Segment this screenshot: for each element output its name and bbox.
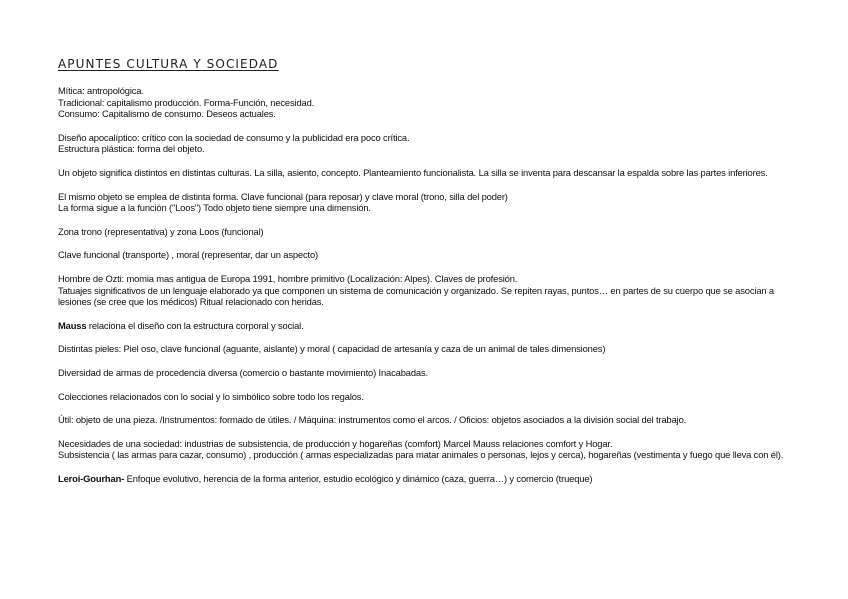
paragraph-skins [58,343,793,355]
paragraph-definitions [58,85,793,120]
paragraph-mauss [58,320,793,332]
text-line: Colecciones relacionados con lo social y lo simbólico sobre todo los regalos. [58,390,364,402]
text-line [58,473,793,485]
paragraph-object-use [58,191,793,214]
paragraph-chair [58,167,793,179]
text-fragment: Enfoque evolutivo, herencia de la forma anterior, estudio ecológico y dinámico (caza, guerra…) y comercio (trueque) [124,472,593,484]
paragraph-collections [58,391,793,403]
text-line: Diversidad de armas de procedencia diversa (comercio o bastante movimiento) Inacabadas. [58,366,428,378]
paragraph-keys [58,249,793,261]
text-line: Útil: objeto de una pieza. /Instrumentos: formado de útiles. / Máquina: instrumentos como el arcos. / Oficios: objetos asociados a la división social del trabajo. [58,414,687,426]
text-line: Un objeto significa distintos en distintas culturas. La silla, asiento, concepto. Planteamiento funcionalista. La silla se inventa para descansar la espalda sobre las partes inferiores. [58,166,768,178]
text-line: Tatuajes significativos de un lenguaje elaborado ya que componen un sistema de comunicación y organizado. Se repiten rayas, puntos… en partes de su cuerpo que se asocian a lesiones (se cree que los médicos) Ritual relacionado con heridas. [58,284,774,308]
text-line: Distintas pieles: Piel oso, clave funcional (aguante, aislante) y moral ( capacidad de artesanía y caza de un animal de tales dimensiones) [58,343,606,355]
bold-term: Mauss [58,319,87,331]
text-line: Diseño apocalíptico: crítico con la sociedad de consumo y la publicidad era poco crítica. [58,131,410,143]
text-line: Necesidades de una sociedad: industrias de subsistencia, de producción y hogareñas (comfort) Marcel Mauss relaciones comfort y Hogar. [58,437,613,449]
paragraph-ozti [58,273,793,308]
paragraph-tools [58,414,793,426]
text-line: Hombre de Ozti: momia mas antigua de Europa 1991, hombre primitivo (Localización: Alpes). Claves de profesión. [58,272,518,284]
text-line: Tradicional: capitalismo producción. Forma-Función, necesidad. [58,96,315,108]
document-title: APUNTES CULTURA Y SOCIEDAD [58,57,279,71]
paragraph-needs [58,438,793,461]
text-line [58,320,793,332]
paragraph-leroi-gourhan [58,473,793,485]
text-line: El mismo objeto se emplea de distinta forma. Clave funcional (para reposar) y clave moral (trono, silla del poder) [58,190,508,202]
paragraph-zones [58,226,793,238]
text-line: Mítica: antropológica. [58,85,144,96]
text-line: La forma sigue a la función ("Loos") Todo objeto tiene siempre una dimensión. [58,202,371,214]
text-line: Zona trono (representativa) y zona Loos (funcional) [58,225,264,237]
text-line: Clave funcional (transporte) , moral (representar, dar un aspecto) [58,249,319,261]
bold-term: Leroi-Gourhan- [58,472,125,484]
paragraph-design [58,132,793,155]
text-line: Consumo: Capitalismo de consumo. Deseos actuales. [58,108,276,120]
document-body [58,85,793,496]
text-line: Subsistencia ( las armas para cazar, consumo) , producción ( armas especializadas para matar animales o personas, lejos y cerca), hogareñas (vestimenta y fuego que lleva con él). [58,449,784,461]
paragraph-weapons [58,367,793,379]
text-fragment: relaciona el diseño con la estructura corporal y social. [86,319,304,331]
text-line: Estructura plástica: forma del objeto. [58,143,205,155]
